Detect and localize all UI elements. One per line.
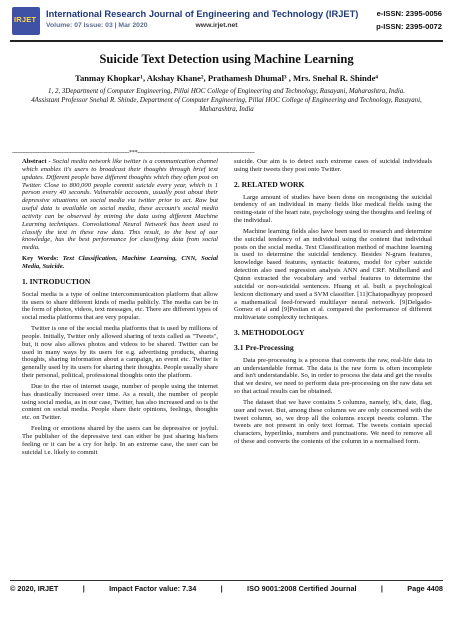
- subsection-heading-preprocessing: 3.1 Pre-Processing: [234, 342, 294, 352]
- related-paragraph-2: Machine learning fields also have been used to research and determine the suicidal tendency of an individual using the content that individual posts on the social media. Text Classification method of machine learning is used to determine the suicidal tendency. Besides N-gram features, knowledge based features, syntactic features, model for cyber suicide detection also used regression analysis ANN and CRF. Mulholland and Quinn extracted the vocabulary and verbal features to determine the suicidal or non-suicidal sentences. Huang et al. built a psychological lexicon dictionary and used a SVM classifier. [11]Chatopadhyay proposed a mathematical feed-forward multilayer neural network. [9]Delgado-Gomez et al and [9]Pestian et al. compared the performance of different multivariate complexity techniques.: [234, 227, 432, 322]
- intro-paragraph-1: Social media is a type of online intercommunication platform that allow its users to share different kinds of media publicly. The media can be in the form of photos, videos, text messages, etc. There are different types of social media platforms that are very popular.: [22, 290, 218, 322]
- footer-sep-3: |: [380, 584, 383, 593]
- keywords-label: Key Words:: [22, 255, 59, 263]
- keywords-text: Text Classification, Machine Learning, CNN, Social Media, Suicide.: [22, 255, 219, 270]
- section-heading-methodology: 3. METHODOLOGY: [234, 328, 305, 338]
- journal-header: [12, 5, 442, 39]
- intro-paragraph-2: Twitter is one of the social media platforms that is used by millions of people. Initially, Twitter only allowed sharing of texts called as "Tweets", but, it now also allows photos and videos to be shared. Twitter can be used in many ways by its users for e.g. advertising products, sharing thoughts, sharing information about a campaign, an event etc. Twitter is generally used by its users for sharing their thoughts. People usually share their personal, political, professional thoughts onto the platform.: [22, 325, 218, 380]
- intro-paragraph-4: Feeling or emotions shared by the users can be depressive or joyful. The publisher of the depressive text can either be just sharing his/hers feeling or it can be a cry for help. In an extreme case, the user can be suicidal i.e. likely to commit: [22, 425, 218, 456]
- affiliation-1: 1, 2, 3Department of Computer Engineering, Pillai HOC College of Engineering and Technology, Rasayani, Maharashtra, India.: [48, 88, 405, 95]
- footer-copyright: © 2020, IRJET: [10, 584, 59, 593]
- affiliations: [30, 88, 423, 115]
- footer-page-number: Page 4408: [407, 584, 443, 593]
- footer-iso: ISO 9001:2008 Certified Journal: [247, 584, 357, 593]
- footer-sep-2: |: [220, 584, 223, 593]
- journal-url[interactable]: www.irjet.net: [195, 22, 238, 29]
- intro-continuation: suicide. Our aim is to detect such extreme cases of suicidal individuals using their tweets they post onto Twitter.: [234, 158, 432, 173]
- footer-impact-factor: Impact Factor value: 7.34: [109, 584, 197, 593]
- section-separator: ---------------------------------------------------------------------***---------------------------------------------------------------------: [12, 150, 255, 156]
- p-issn: p-ISSN: 2395-0072: [376, 22, 442, 31]
- footer-rule: [10, 580, 443, 581]
- abstract-text: Social media network like twitter is a communication channel which enables it's users to broadcast their thoughts through brief text updates. Different people have different thoughts which they often post on Twitter. Close to 800,000 people commit suicide every year, which is 1 person every 40 seconds. Vulnerable accounts, usually post about their depressive situations on social media via twitter prior to act. Raw but useful data is available on social media, these account's social media activity can be observed by mining the data using different Machine Learning techniques. Convolutional Neural Network has been used to classify the text in these raw data. This result, to the best of our knowledge, has the best performance for classifying data from social media.: [22, 158, 218, 252]
- preprocessing-paragraph-1: Data pre-processing is a process that converts the raw, real-life data in an understandable format. The data is the raw form is often incomplete and isn't understandable. So, in order to process the data and get the results that we desire, we need to perform data pre-processing on the raw data set so that actual results can be obtained.: [234, 356, 432, 396]
- abstract-label: Abstract -: [22, 158, 51, 165]
- right-column: [234, 158, 432, 449]
- section-heading-related-work: 2. RELATED WORK: [234, 179, 305, 189]
- journal-title: International Research Journal of Engineering and Technology (IRJET): [46, 9, 359, 19]
- author-list: Tanmay Khopkar¹, Akshay Khane², Prathamesh Dhumal³ , Mrs. Snehal R. Shinde⁴: [75, 73, 378, 83]
- affiliation-2: 4Assistant Professor Snehal R. Shinde, Department of Computer Engineering, Pillai HOC College of Engineering and Technology, Rasayani, Maharashtra, India: [31, 97, 422, 113]
- journal-volume: [46, 22, 238, 29]
- page-footer: [10, 584, 443, 593]
- preprocessing-paragraph-2: The dataset that we have contains 5 columns, namely, id's, date, flag, user and tweet. But, among these columns we are only concerned with the tweet column, so, we drop all the columns except tweets column. The tweets are not present in only text format. The tweets contain special characters, hyperlinks, numbers and punctuations. We need to remove all of these and converts the contents of the column in a normalised form.: [234, 398, 432, 446]
- header-rule: [10, 40, 443, 42]
- abstract: [22, 158, 218, 252]
- e-issn: e-ISSN: 2395-0056: [376, 9, 442, 18]
- intro-paragraph-3: Due to the rise of internet usage, number of people using the internet has drastically increased over time. As a result, the number of people using social media, as in our case, Twitter, has also increased and so is the content on social media. People share their opinions, feelings, thoughts etc. on Twitter.: [22, 382, 218, 422]
- left-column: [22, 158, 218, 460]
- footer-sep-1: |: [82, 584, 85, 593]
- logo-text: IRJET: [14, 15, 37, 24]
- section-heading-introduction: 1. INTRODUCTION: [22, 276, 91, 286]
- paper-title: Suicide Text Detection using Machine Learning: [99, 52, 354, 66]
- volume-text: Volume: 07 Issue: 03 | Mar 2020: [46, 22, 148, 29]
- related-paragraph-1: Large amount of studies have been done on recognising the suicidal tendency of an individual in many fields like medical fields using the resting-state of the heart rate, psychology using the thoughts and feeling of the individual.: [234, 193, 432, 225]
- keywords: [22, 255, 218, 271]
